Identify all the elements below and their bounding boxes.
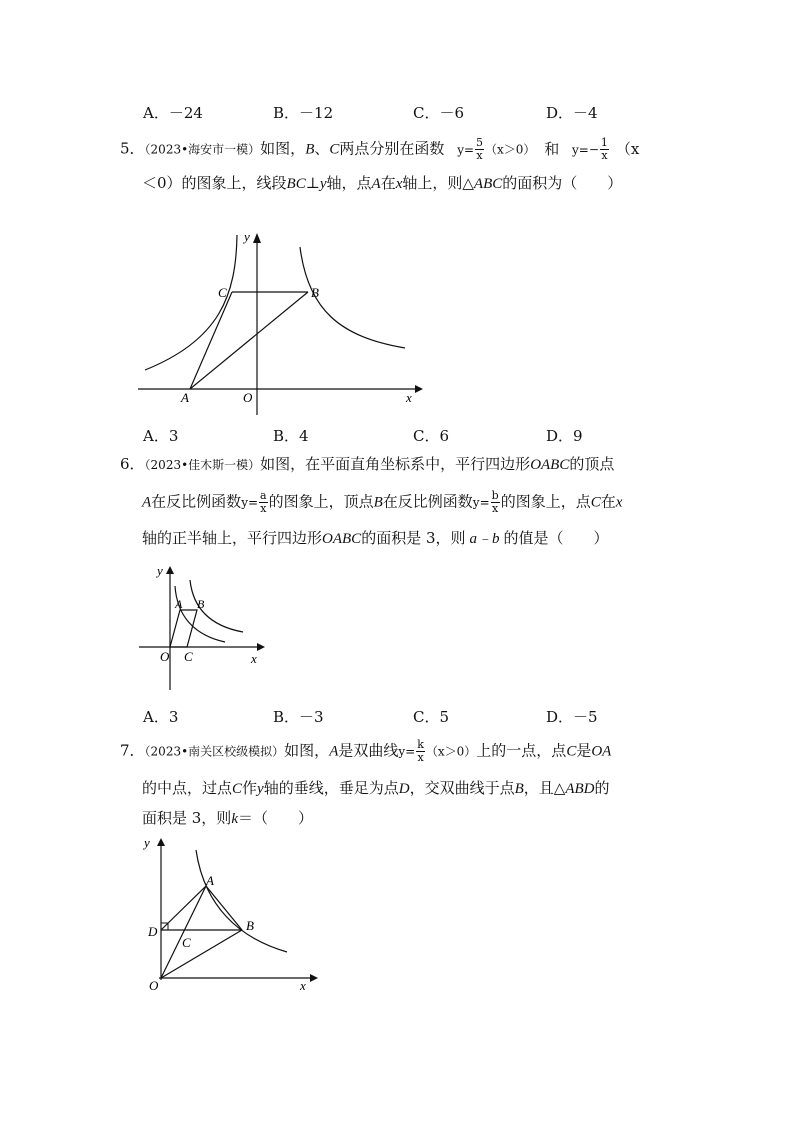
q5-stem: 5．（2023•海安市一模）如图，B、C两点分别在函数 y= $\frac{5}{x}$ （x＞0） 和 y=− $\frac{1}{x}$ （x ＜0）的图象上，线段BC⊥y轴，点A在x轴上，则△ABC的面积为（ ） <box>120 136 640 192</box>
q6-label-b: B <box>197 597 205 611</box>
q6-label-a: A <box>175 597 183 611</box>
q5-label-y: y <box>244 229 250 244</box>
q6-label-c: C <box>184 649 193 664</box>
q5-fraction-1-over-x: $\frac{1}{x}$ <box>600 136 608 162</box>
q7-x-arrow-icon <box>310 974 318 982</box>
q4-option-c: C．－6 <box>413 104 465 122</box>
q5-label-c: C <box>218 285 227 300</box>
q7-fraction-k-over-x: $\frac{k}{x}$ <box>417 738 424 764</box>
q4-option-d: D．－4 <box>546 104 598 122</box>
q4-option-a: A．－24 <box>143 104 203 122</box>
q5-option-a: A．3 <box>143 427 179 445</box>
q6-option-a: A．3 <box>143 708 179 726</box>
q6-figure <box>135 560 270 695</box>
q7-label-d: D <box>148 924 158 939</box>
q6-y-arrow-icon <box>166 566 174 574</box>
q5-label-x: x <box>406 390 412 405</box>
q5-figure <box>130 225 430 420</box>
q6-fraction-b-over-x: $\frac{b}{x}$ <box>491 489 499 515</box>
q5-label-b: B <box>311 285 319 300</box>
q7-label-x: x <box>300 978 306 993</box>
q5-label-o: O <box>243 390 253 405</box>
q7-segment-ab <box>206 886 242 930</box>
q6-option-b: B．－3 <box>273 708 324 726</box>
q6-option-d: D．－5 <box>546 708 598 726</box>
q7-stem: 7．（2023•南关区校级模拟）如图，A是双曲线y= $\frac{k}{x}$ （x＞0）上的一点，点C是OA 的中点，过点C作y轴的垂线，垂足为点D，交双曲线于点B，且△ABD的 面积是 3，则k＝（ ） <box>120 738 612 827</box>
q4-option-b: B．－12 <box>273 104 334 122</box>
q7-label-c: C <box>182 935 191 950</box>
q5-segment-ab <box>190 292 308 389</box>
q6-fraction-a-over-x: $\frac{a}{x}$ <box>260 489 267 515</box>
q7-y-arrow-icon <box>157 838 165 846</box>
q7-hyperbola <box>196 850 287 952</box>
q5-option-c: C．6 <box>413 427 450 445</box>
q7-figure <box>140 830 320 995</box>
q6-stem: 6．（2023•佳木斯一模）如图，在平面直角坐标系中，平行四边形OABC的顶点 A在反比例函数y= $\frac{a}{x}$ 的图象上，顶点B在反比例函数y= $\frac{b}{x}$ 的图象上，点C在x 轴的正半轴上，平行四边形OABC的面积是 3，则 a﹣b 的值是（ ） <box>120 455 623 547</box>
q5-option-d: D．9 <box>546 427 583 445</box>
q6-label-y: y <box>157 563 163 578</box>
q6-label-o: O <box>160 649 170 664</box>
q5-curve-left <box>145 235 237 370</box>
q5-label-a: A <box>181 390 189 405</box>
q5-fraction-5-over-x: $\frac{5}{x}$ <box>476 136 484 162</box>
q5-x-arrow-icon <box>415 385 423 393</box>
q5-option-b: B．4 <box>273 427 309 445</box>
q7-label-a: A <box>206 873 214 888</box>
q6-label-x: x <box>251 651 257 666</box>
q7-label-y: y <box>144 835 150 850</box>
q7-label-o: O <box>149 978 159 993</box>
q5-y-arrow-icon <box>253 233 261 243</box>
q6-x-arrow-icon <box>257 643 265 651</box>
q6-option-c: C．5 <box>413 708 450 726</box>
q6-curve-a <box>175 586 225 642</box>
q7-label-b: B <box>246 918 254 933</box>
